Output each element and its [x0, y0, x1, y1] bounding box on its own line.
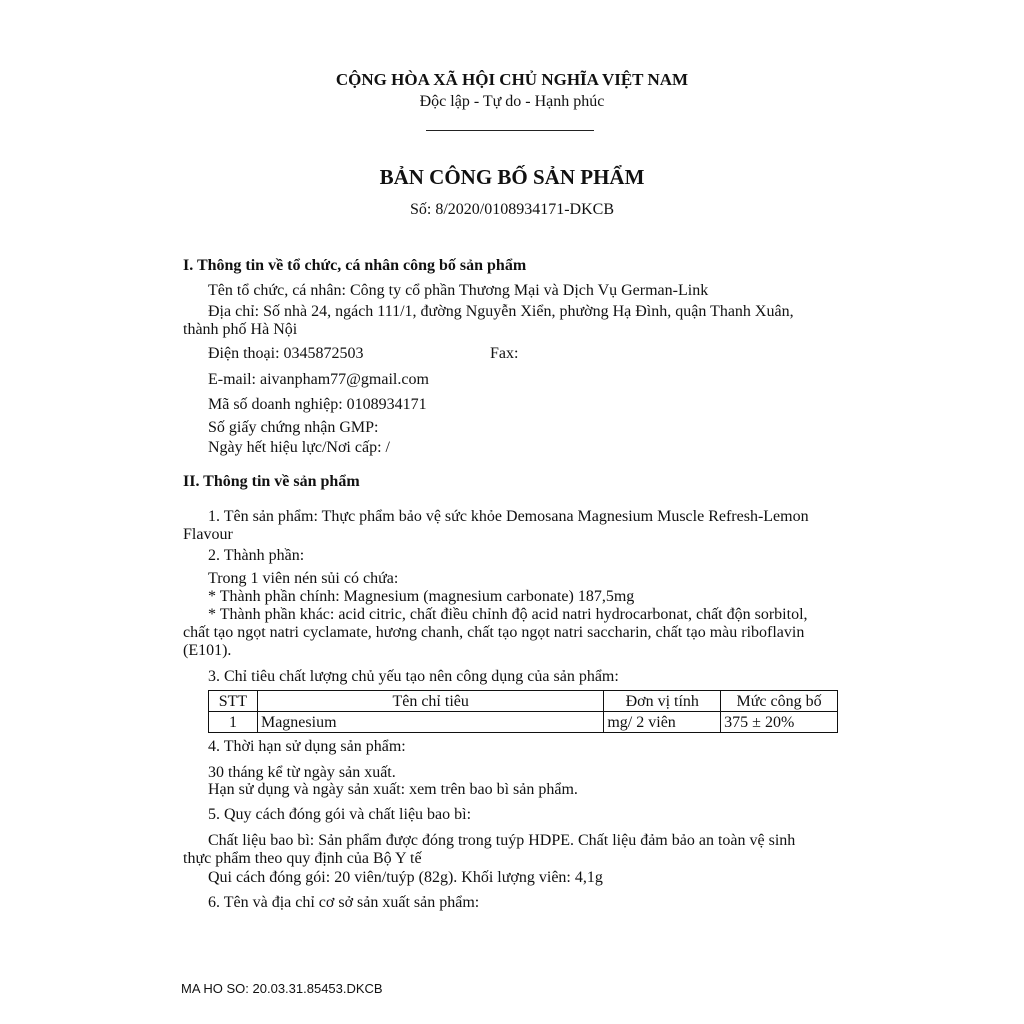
- header-unit: Đơn vị tính: [604, 691, 721, 712]
- table-row: [209, 712, 838, 733]
- header-divider: [426, 130, 594, 131]
- ingredients-other-line-1: * Thành phần khác: acid citric, chất điều chỉnh độ acid natri hydrocarbonat, chất độn sorbitol,: [208, 606, 808, 623]
- cell-name: Magnesium: [257, 712, 603, 733]
- header-level: Mức công bố: [721, 691, 838, 712]
- motto: Độc lập - Tự do - Hạnh phúc: [419, 93, 605, 110]
- cell-stt: 1: [209, 712, 258, 733]
- business-code: Mã số doanh nghiệp: 0108934171: [208, 396, 427, 413]
- packaging-material-line-2: thực phẩm theo quy định của Bộ Y tế: [183, 850, 422, 867]
- nation-header: CỘNG HÒA XÃ HỘI CHỦ NGHĨA VIỆT NAM: [335, 70, 689, 89]
- address-line-2: thành phố Hà Nội: [183, 321, 298, 338]
- address-line-1: Địa chỉ: Số nhà 24, ngách 111/1, đường Nguyễn Xiển, phường Hạ Đình, quận Thanh Xuân,: [208, 303, 794, 320]
- shelf-life-value: 30 tháng kể từ ngày sản xuất.: [208, 764, 396, 781]
- ingredients-other-line-2: chất tạo ngọt natri cyclamate, hương chanh, chất tạo ngọt natri saccharin, chất tạo màu riboflavin: [183, 624, 805, 641]
- gmp-expiry: Ngày hết hiệu lực/Nơi cấp: /: [208, 439, 390, 456]
- cell-level: 375 ± 20%: [721, 712, 838, 733]
- section-1-heading: I. Thông tin về tổ chức, cá nhân công bố sản phẩm: [183, 257, 527, 274]
- gmp-certificate: Số giấy chứng nhận GMP:: [208, 419, 379, 436]
- document-number: Số: 8/2020/0108934171-DKCB: [409, 201, 614, 218]
- product-name-line-2: Flavour: [183, 526, 233, 543]
- table-header-row: [209, 691, 838, 712]
- shelf-life-label: 4. Thời hạn sử dụng sản phẩm:: [208, 738, 406, 755]
- org-name: Tên tổ chức, cá nhân: Công ty cổ phần Thương Mại và Dịch Vụ German-Link: [208, 282, 709, 299]
- ingredients-main: * Thành phần chính: Magnesium (magnesium carbonate) 187,5mg: [208, 588, 635, 605]
- ingredients-label: 2. Thành phần:: [208, 547, 305, 564]
- header-name: Tên chỉ tiêu: [257, 691, 603, 712]
- packaging-spec: Qui cách đóng gói: 20 viên/tuýp (82g). Khối lượng viên: 4,1g: [208, 869, 603, 886]
- manufacturer-label: 6. Tên và địa chỉ cơ sở sản xuất sản phẩm:: [208, 894, 480, 911]
- fax: Fax:: [490, 345, 519, 362]
- phone: Điện thoại: 0345872503: [208, 345, 364, 362]
- product-name-line-1: 1. Tên sản phẩm: Thực phẩm bảo vệ sức khỏe Demosana Magnesium Muscle Refresh-Lemon: [208, 508, 809, 525]
- header-stt: STT: [209, 691, 258, 712]
- quality-label: 3. Chỉ tiêu chất lượng chủ yếu tạo nên công dụng của sản phẩm:: [208, 668, 619, 685]
- quality-table: [208, 690, 838, 733]
- email: E-mail: aivanpham77@gmail.com: [208, 371, 429, 388]
- packaging-material-line-1: Chất liệu bao bì: Sản phẩm được đóng trong tuýp HDPE. Chất liệu đảm bảo an toàn vệ sinh: [208, 832, 796, 849]
- document-title: BẢN CÔNG BỐ SẢN PHẨM: [379, 165, 645, 189]
- ingredients-intro: Trong 1 viên nén sủi có chứa:: [208, 570, 399, 587]
- shelf-life-note: Hạn sử dụng và ngày sản xuất: xem trên bao bì sản phẩm.: [208, 781, 578, 798]
- section-2-heading: II. Thông tin về sản phẩm: [183, 473, 360, 490]
- dossier-code: MA HO SO: 20.03.31.85453.DKCB: [181, 981, 383, 996]
- ingredients-other-line-3: (E101).: [183, 642, 232, 659]
- cell-unit: mg/ 2 viên: [604, 712, 721, 733]
- packaging-label: 5. Quy cách đóng gói và chất liệu bao bì:: [208, 806, 472, 823]
